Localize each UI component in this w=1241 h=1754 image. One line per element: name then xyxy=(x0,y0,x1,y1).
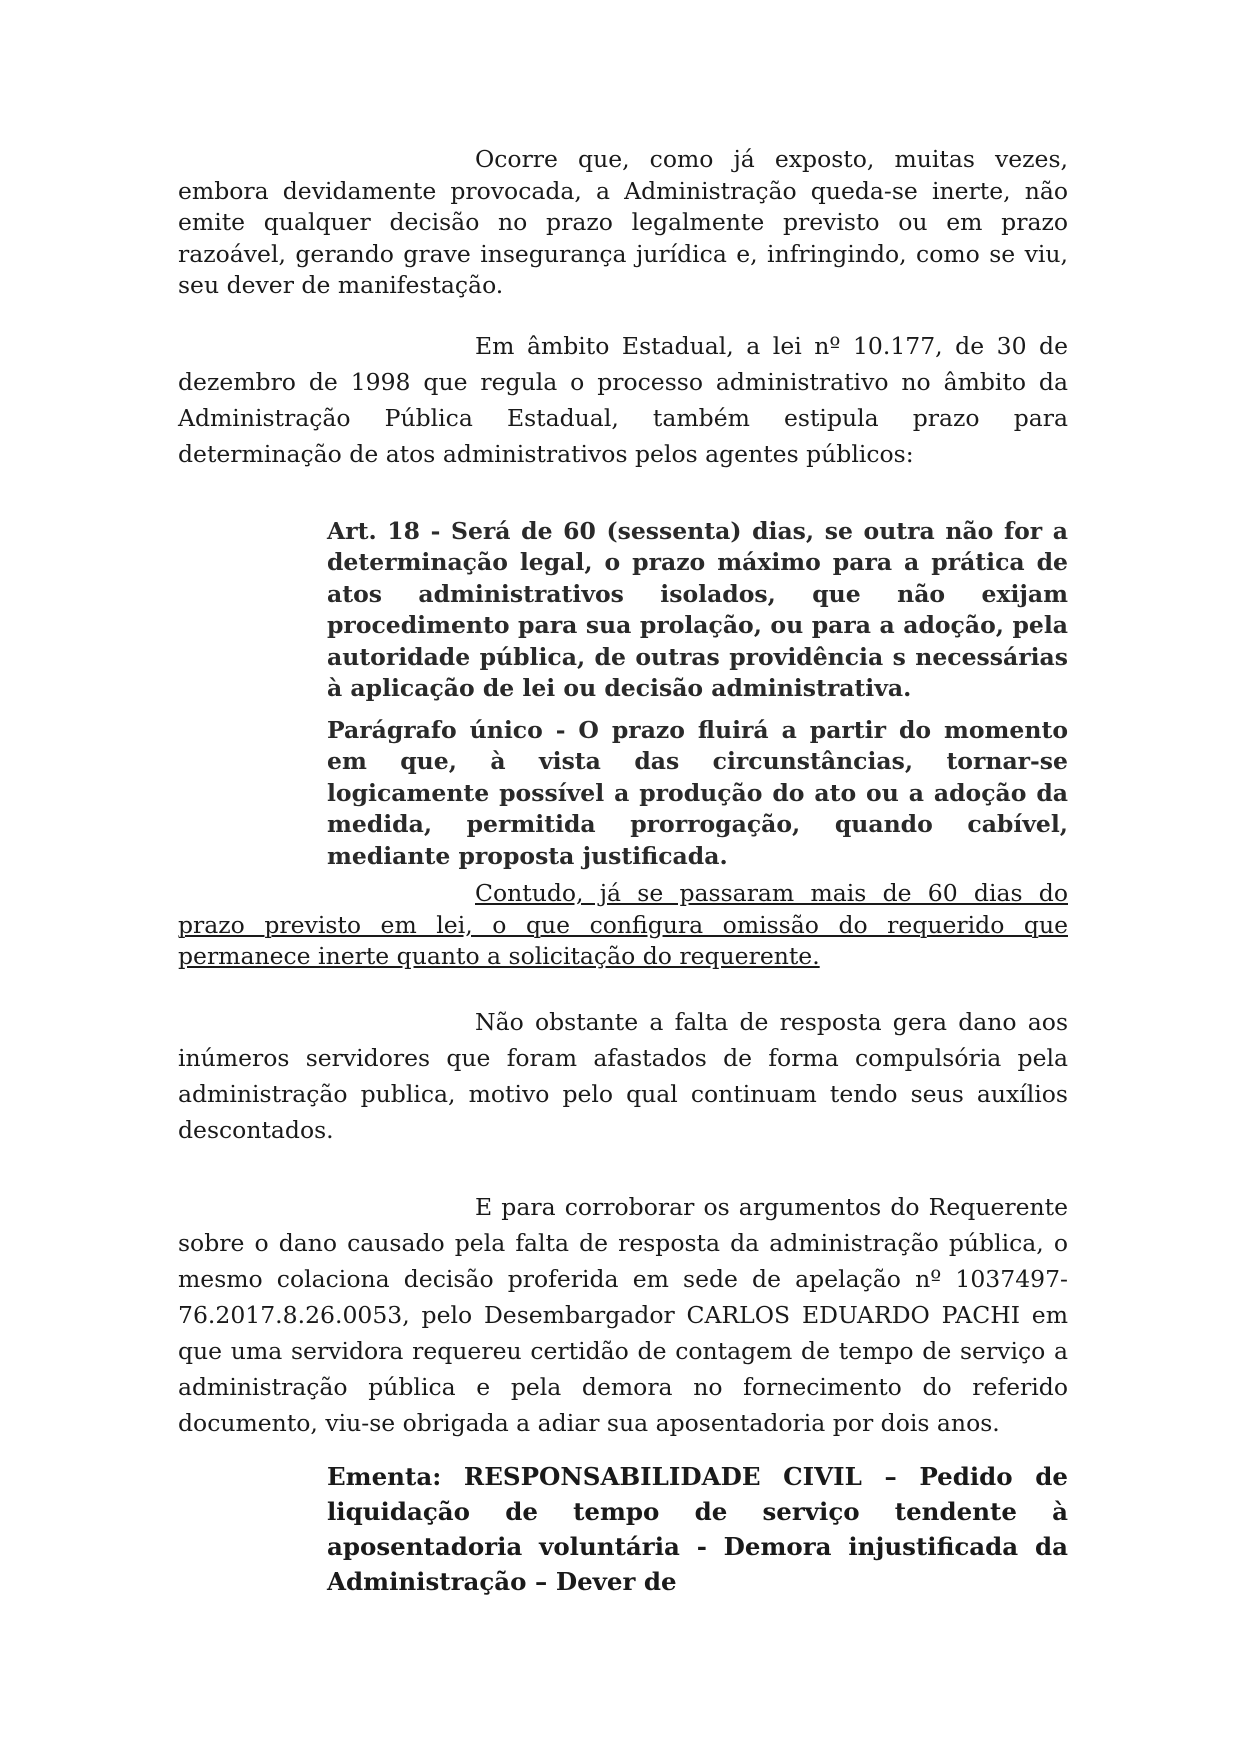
quote-article-18: Art. 18 - Será de 60 (sessenta) dias, se outra não for a determinação legal, o prazo máximo para a prática de atos administrativos isolados, que não exijam procedimento para sua prolação, ou para a adoção, pela autoridade pública, de outras providência s necessárias à aplicação de lei ou decisão administrativa. xyxy=(327,516,1068,702)
paragraph-administration-inertia: Ocorre que, como já exposto, muitas vezes, embora devidamente provocada, a Administração queda-se inerte, não emite qualquer decisão no prazo legalmente previsto ou em prazo razoável, gerando grave insegurança jurídica e, infringindo, como se viu, seu dever de manifestação. xyxy=(178,145,1068,299)
document-page xyxy=(178,144,1068,1599)
quote-paragrafo-unico: Parágrafo único - O prazo fluirá a partir do momento em que, à vista das circunstâncias, tornar-se logicamente possível a produção do ato ou a adoção da medida, permitida prorrogação, quando cabível, mediante proposta justificada. xyxy=(327,715,1068,870)
paragraph-damage-servants: Não obstante a falta de resposta gera dano aos inúmeros servidores que foram afastados de forma compulsória pela administração publica, motivo pelo qual continuam tendo seus auxílios descontados. xyxy=(178,1007,1068,1144)
paragraph-appeal-decision: E para corroborar os argumentos do Requerente sobre o dano causado pela falta de resposta da administração pública, o mesmo colaciona decisão proferida em sede de apelação nº 1037497-76.2017.8.26.0053, pelo Desembargador CARLOS EDUARDO PACHI em que uma servidora requereu certidão de contagem de tempo de serviço a administração pública e pela demora no fornecimento do referido documento, viu-se obrigada a adiar sua aposentadoria por dois anos. xyxy=(178,1192,1068,1437)
paragraph-deadline-passed: Contudo, já se passaram mais de 60 dias do prazo previsto em lei, o que configura omissão do requerido que permanece inerte quanto a solicitação do requerente. xyxy=(178,879,1068,970)
quote-ementa: Ementa: RESPONSABILIDADE CIVIL – Pedido de liquidação de tempo de serviço tendente à aposentadoria voluntária - Demora injustificada da Administração – Dever de xyxy=(327,1461,1068,1596)
paragraph-state-law: Em âmbito Estadual, a lei nº 10.177, de 30 de dezembro de 1998 que regula o processo administrativo no âmbito da Administração Pública Estadual, também estipula prazo para determinação de atos administrativos pelos agentes públicos: xyxy=(178,331,1068,468)
